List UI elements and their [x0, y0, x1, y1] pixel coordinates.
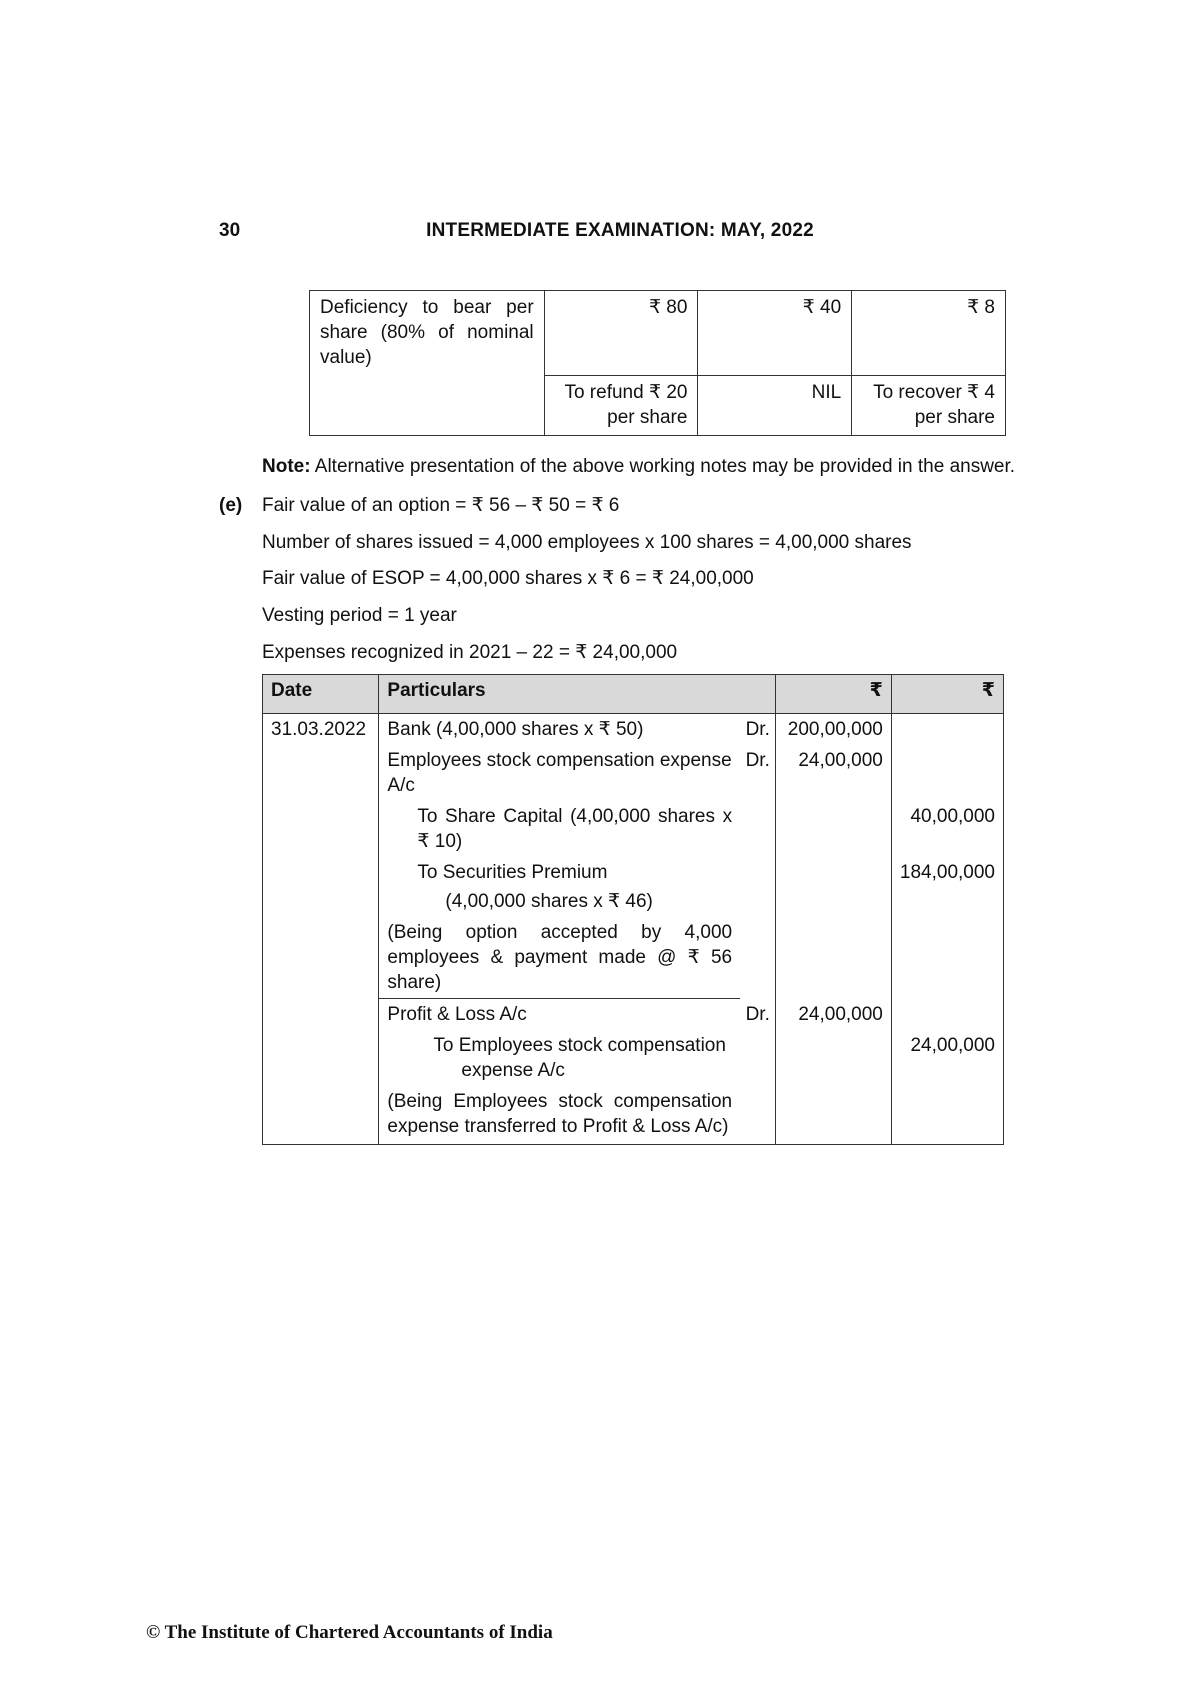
credit-amount	[891, 745, 1003, 801]
table-cell: To recover ₹ 4 per share	[852, 376, 1006, 436]
credit-amount	[891, 917, 1003, 999]
particulars: To Share Capital (4,00,000 shares x ₹ 10)	[417, 806, 733, 852]
credit-amount: 40,00,000	[891, 801, 1003, 857]
table-cell: To refund ₹ 20 per share	[544, 376, 698, 436]
expenses-line: Expenses recognized in 2021 – 22 = ₹ 24,00,000	[262, 642, 678, 663]
header-credit: ₹	[891, 675, 1003, 714]
dr-marker: Dr.	[740, 745, 776, 801]
particulars-main: To Securities Premium	[417, 862, 608, 883]
dr-marker	[740, 917, 776, 999]
table-cell: ₹ 40	[698, 291, 852, 376]
particulars-credit-line	[387, 1033, 732, 1083]
dr-marker	[740, 857, 776, 917]
table-cell: NIL	[698, 376, 852, 436]
table-cell: ₹ 80	[544, 291, 698, 376]
header-debit: ₹	[776, 675, 892, 714]
table-row	[263, 714, 1004, 746]
debit-amount	[776, 801, 892, 857]
particulars: Bank (4,00,000 shares x ₹ 50)	[387, 719, 644, 740]
journal-header-row	[263, 675, 1004, 714]
copyright-footer: © The Institute of Chartered Accountants of India	[146, 1622, 553, 1643]
fair-value-line: Fair value of an option = ₹ 56 – ₹ 50 = ₹ 6	[262, 495, 620, 516]
dr-marker: Dr.	[740, 999, 776, 1145]
header-date: Date	[263, 675, 379, 714]
narration: (Being Employees stock compensation expense transferred to Profit & Loss A/c)	[387, 1091, 733, 1137]
dr-marker: Dr.	[740, 714, 776, 746]
debit-amount	[776, 857, 892, 917]
debit-amount	[776, 917, 892, 999]
table-cell: ₹ 8	[852, 291, 1006, 376]
particulars-sub: expense A/c	[461, 1060, 565, 1081]
page-number: 30	[219, 220, 241, 241]
credit-amount	[891, 999, 1003, 1145]
credit-amount	[891, 714, 1003, 746]
particulars	[379, 857, 740, 917]
credit-value: 24,00,000	[910, 1034, 995, 1056]
dr-marker	[740, 801, 776, 857]
deficiency-table	[309, 290, 1006, 436]
part-e-label: (e)	[219, 495, 243, 516]
credit-amount: 184,00,000	[891, 857, 1003, 917]
deficiency-label: Deficiency to bear per share (80% of nominal value)	[310, 291, 545, 436]
note-text: Alternative presentation of the above working notes may be provided in the answer.	[310, 456, 1016, 477]
page-header: INTERMEDIATE EXAMINATION: MAY, 2022	[426, 220, 814, 241]
debit-amount: 24,00,000	[776, 745, 892, 801]
header-particulars: Particulars	[379, 675, 776, 714]
particulars-main: Profit & Loss A/c	[387, 1004, 527, 1025]
note	[262, 454, 1015, 479]
note-label: Note:	[262, 456, 311, 477]
shares-issued-line: Number of shares issued = 4,000 employees x 100 shares = 4,00,000 shares	[262, 532, 912, 553]
narration: (Being option accepted by 4,000 employees & payment made @ ₹ 56 share)	[379, 917, 740, 999]
table-row	[310, 291, 1006, 376]
debit-amount: 24,00,000	[776, 999, 892, 1145]
esop-value-line: Fair value of ESOP = 4,00,000 shares x ₹ 6 = ₹ 24,00,000	[262, 568, 754, 589]
debit-amount: 200,00,000	[776, 714, 892, 746]
journal-table	[262, 674, 1004, 1145]
particulars-main: To Employees stock compensation	[433, 1035, 726, 1056]
particulars-sub: (4,00,000 shares x ₹ 46)	[445, 891, 653, 912]
particulars: Employees stock compensation expense A/c	[387, 750, 732, 796]
particulars	[379, 999, 740, 1145]
entry-date: 31.03.2022	[263, 714, 379, 1145]
vesting-period-line: Vesting period = 1 year	[262, 605, 457, 626]
